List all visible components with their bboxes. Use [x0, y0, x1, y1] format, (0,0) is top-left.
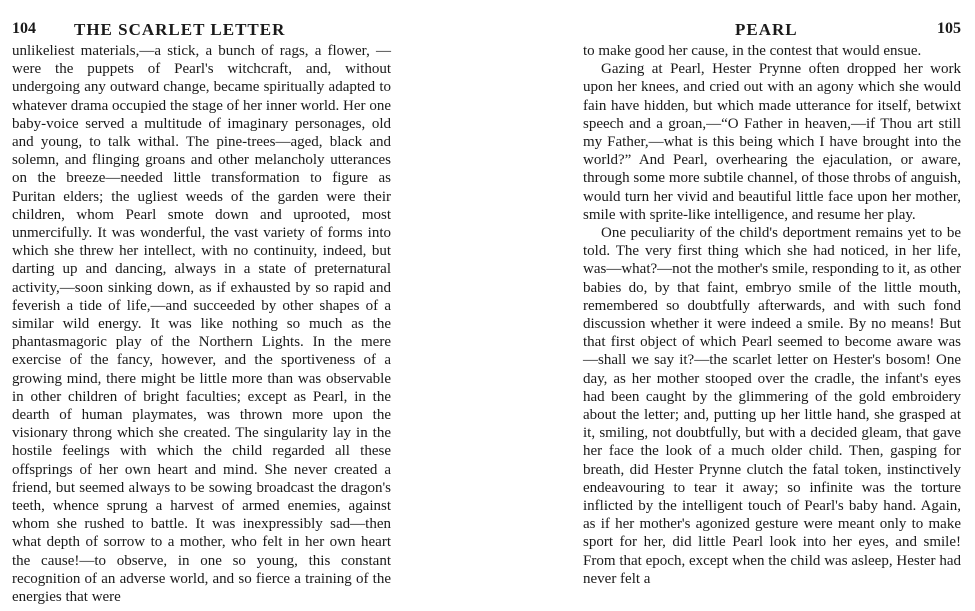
right-running-title: PEARL: [735, 20, 798, 39]
left-page-header: [12, 6, 391, 39]
left-running-title: THE SCARLET LETTER: [74, 20, 286, 39]
left-page-body: [12, 42, 391, 606]
left-page: [0, 0, 487, 611]
paragraph: to make good her cause, in the contest that would ensue.: [583, 43, 922, 59]
right-page-header: [583, 6, 961, 39]
right-page-number: 105: [937, 20, 961, 37]
paragraph: One peculiarity of the child's deportment remains yet to be told. The very first thing which she had noticed, in her life, was—what?—not the mother's smile, responding to it, as other babies do, by that faint, embryo smile of the little mouth, remembered so doubtfully afterwards, and with such fond discussion whether it were indeed a smile. By no means! But that first object of which Pearl seemed to become aware was—shall we say it?—the scarlet letter on Hester's bosom! One day, as her mother stooped over the cradle, the infant's eyes had been caught by the glimmering of the gold embroidery about the letter; and, putting up her little hand, she grasped at it, smiling, not doubtfully, but with a decided gleam, that gave her face the look of a much older child. Then, gasping for breath, did Hester Prynne clutch the fatal token, instinctively endeavouring to tear it away; so infinite was the torture inflicted by the intelligent touch of Pearl's baby hand. Again, as if her mother's agonized gesture were meant only to make sport for her, did little Pearl look into her eyes, and smile! From that epoch, except when the child was asleep, Hester had never felt a: [583, 225, 961, 587]
paragraph: Gazing at Pearl, Hester Prynne often dropped her work upon her knees, and cried out with an agony which she would fain have hidden, but which made utterance for itself, betwixt speech and a groan,—“O Father in heaven,—if Thou art still my Father,—what is this being which I have brought into the world?” And Pearl, overhearing the ejaculation, or aware, through some more subtile channel, of those throbs of anguish, would turn her vivid and beautiful little face upon her mother, smile with sprite-like intelligence, and resume her play.: [583, 61, 961, 223]
left-page-number: 104: [12, 20, 36, 37]
paragraph: unlikeliest materials,—a stick, a bunch of rags, a flower, —were the puppets of Pearl's witchcraft, and, without undergoing any outward change, became spiritually adapted to whatever drama occupied the stage of her inner world. Her one baby-voice served a multitude of imaginary personages, old and young, to talk withal. The pine-trees—aged, black and solemn, and flinging groans and other melancholy utterances on the breeze—needed little transformation to figure as Puritan elders; the ugliest weeds of the garden were their children, whom Pearl smote down and uprooted, most unmercifully. It was wonderful, the vast variety of forms into which she threw her intellect, with no continuity, indeed, but darting up and dancing, always in a state of preternatural activity,—soon sinking down, as if exhausted by so rapid and feverish a tide of life,—and succeeded by other shapes of a similar wild energy. It was like nothing so much as the phantasmagoric play of the Northern Lights. In the mere exercise of the fancy, however, and the sportiveness of a growing mind, there might be little more than was observable in other children of bright faculties; except as Pearl, in the dearth of human playmates, was thrown more upon the visionary throng which she created. The singularity lay in the hostile feelings with which the child regarded all these offsprings of her own heart and mind. She never created a friend, but seemed always to be sowing broadcast the dragon's teeth, whence sprung a harvest of armed enemies, against whom she rushed to battle. It was inexpressibly sad—then what depth of sorrow to a mother, who felt in her own heart the cause!—to observe, in one so young, this constant recognition of an adverse world, and so fierce a training of the energies that were: [12, 43, 391, 606]
right-page-body: [583, 42, 961, 588]
right-page: [487, 0, 975, 611]
